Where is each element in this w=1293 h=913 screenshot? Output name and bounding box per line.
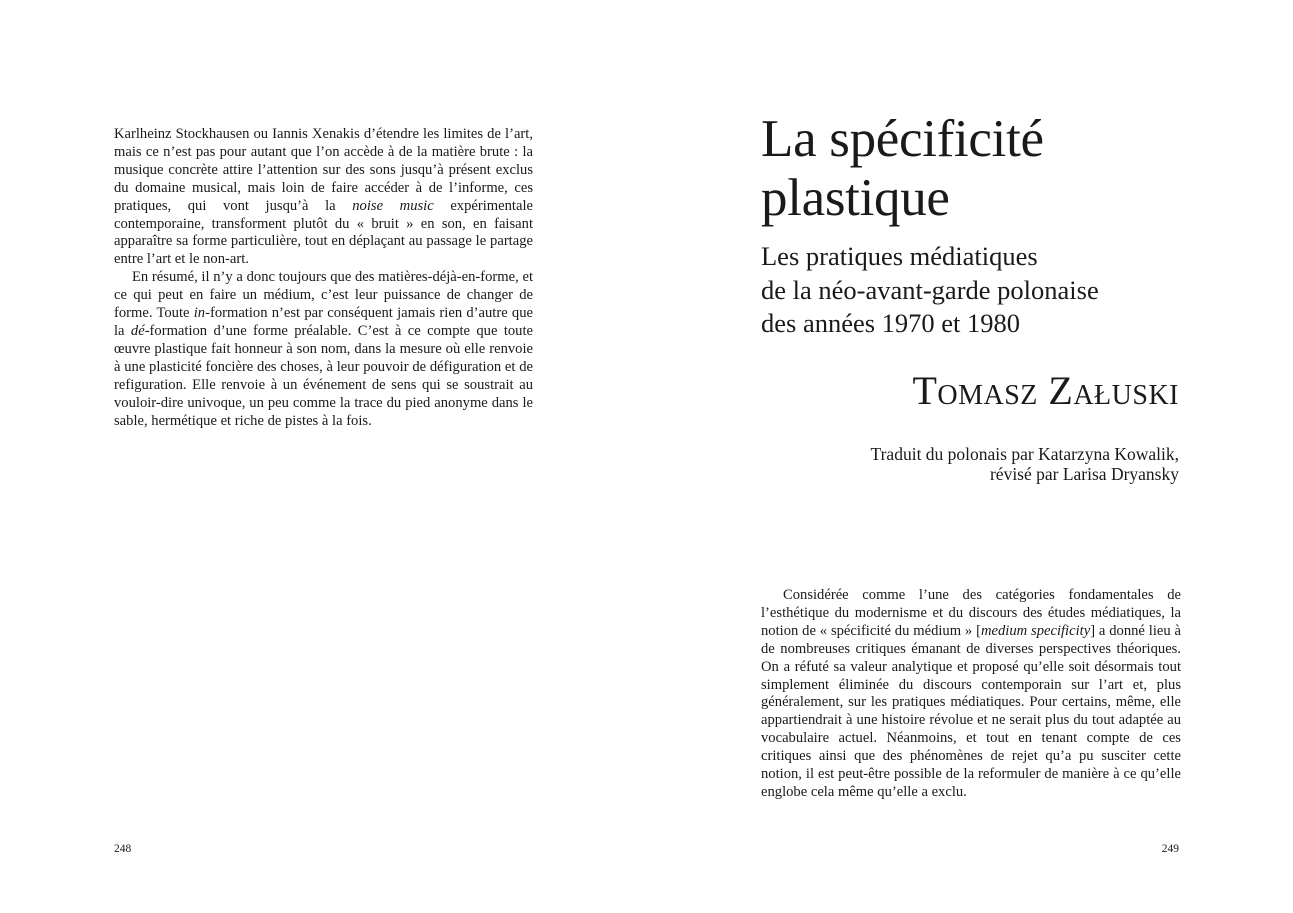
author-name: Tomasz Załuski — [912, 368, 1179, 413]
translator-line-2: révisé par Larisa Dryansky — [989, 464, 1179, 484]
subtitle-line-3: des années 1970 et 1980 — [761, 308, 1021, 338]
text-run: -formation d’une forme préalable. C’est à ce compte que toute œuvre plastique fait honneur à son nom, dans la mesure où elle renvoie à une plasticité foncière des choses, à leur pouvoir de défiguration et de refiguration. Elle renvoie à un événement de sens qui se soustrait au vouloir-dire univoque, un peu comme la trace du pied anonyme dans le sable, hermétique et riche de pistes à la fois. — [114, 322, 533, 429]
left-page — [0, 0, 646, 913]
chapter-title — [761, 110, 1044, 228]
translator-line-1: Traduit du polonais par Katarzyna Kowalik, — [870, 444, 1179, 464]
text-run: expérimentale contemporaine, transforment plutôt du « bruit » en son, en faisant apparaître sa forme particulière, tout en déplaçant au passage le partage entre l’art et le non-art. — [114, 197, 533, 268]
text-run: Karlheinz Stockhausen ou Iannis Xenakis d’étendre les limites de l’art, mais ce n’est pas pour autant que l’on accède à de la matière brute : la musique concrète attire l’attention sur des sons jusqu’à présent exclus du domaine musical, mais loin de faire accéder à de l’informe, ces pratiques, qui vont jusqu’à la — [114, 126, 533, 214]
italic-term-medium-specificity: medium specificity — [980, 622, 1091, 639]
left-body-text — [114, 126, 533, 430]
left-paragraph-1 — [114, 126, 533, 269]
text-run: Considérée comme l’une des catégories fondamentales de l’esthétique du modernisme et du discours des études médiatiques, la notion de « spécificité du médium » [ — [761, 587, 1181, 639]
italic-prefix-de: dé — [130, 322, 145, 339]
right-paragraph-1 — [761, 587, 1181, 802]
text-run: En résumé, il n’y a donc toujours que des matières-déjà-en-forme, et ce qui peut en faire un médium, c’est leur puissance de changer de forme. Toute — [114, 269, 533, 322]
page-number-right: 249 — [1161, 843, 1179, 855]
translator-credit — [871, 444, 1179, 484]
subtitle-line-2: de la néo-avant-garde polonaise — [761, 274, 1099, 305]
italic-term-noise-music: noise music — [352, 197, 434, 214]
title-line-1: La spécificité — [761, 110, 1044, 168]
chapter-subtitle — [761, 240, 1099, 341]
subtitle-line-1: Les pratiques médiatiques — [761, 241, 1038, 271]
text-run: ] a donné lieu à de nombreuses critiques émanant de diverses perspectives théoriques. On a réfuté sa valeur analytique et proposé qu’elle soit désormais tout simplement éliminée du discours contemporain sur l’art et, plus généralement, sur les pratiques médiatiques. Pour certains, même, elle appartiendrait à une histoire révolue et ne serait plus du tout adaptée au vocabulaire actuel. Néanmoins, et tout en tenant compte de ces critiques ainsi que des phénomènes de rejet qu’a pu susciter cette notion, il est peut-être possible de la reformuler de manière à ce qu’elle englobe cela même qu’elle a exclu. — [761, 622, 1181, 800]
right-page — [646, 0, 1293, 913]
right-body-text — [761, 587, 1181, 802]
title-line-2: plastique — [761, 169, 950, 227]
page-number-left: 248 — [114, 843, 132, 855]
left-paragraph-2 — [114, 269, 533, 430]
text-run: -formation n’est par conséquent jamais rien d’autre que la — [114, 305, 533, 339]
italic-prefix-in: in — [193, 305, 206, 322]
